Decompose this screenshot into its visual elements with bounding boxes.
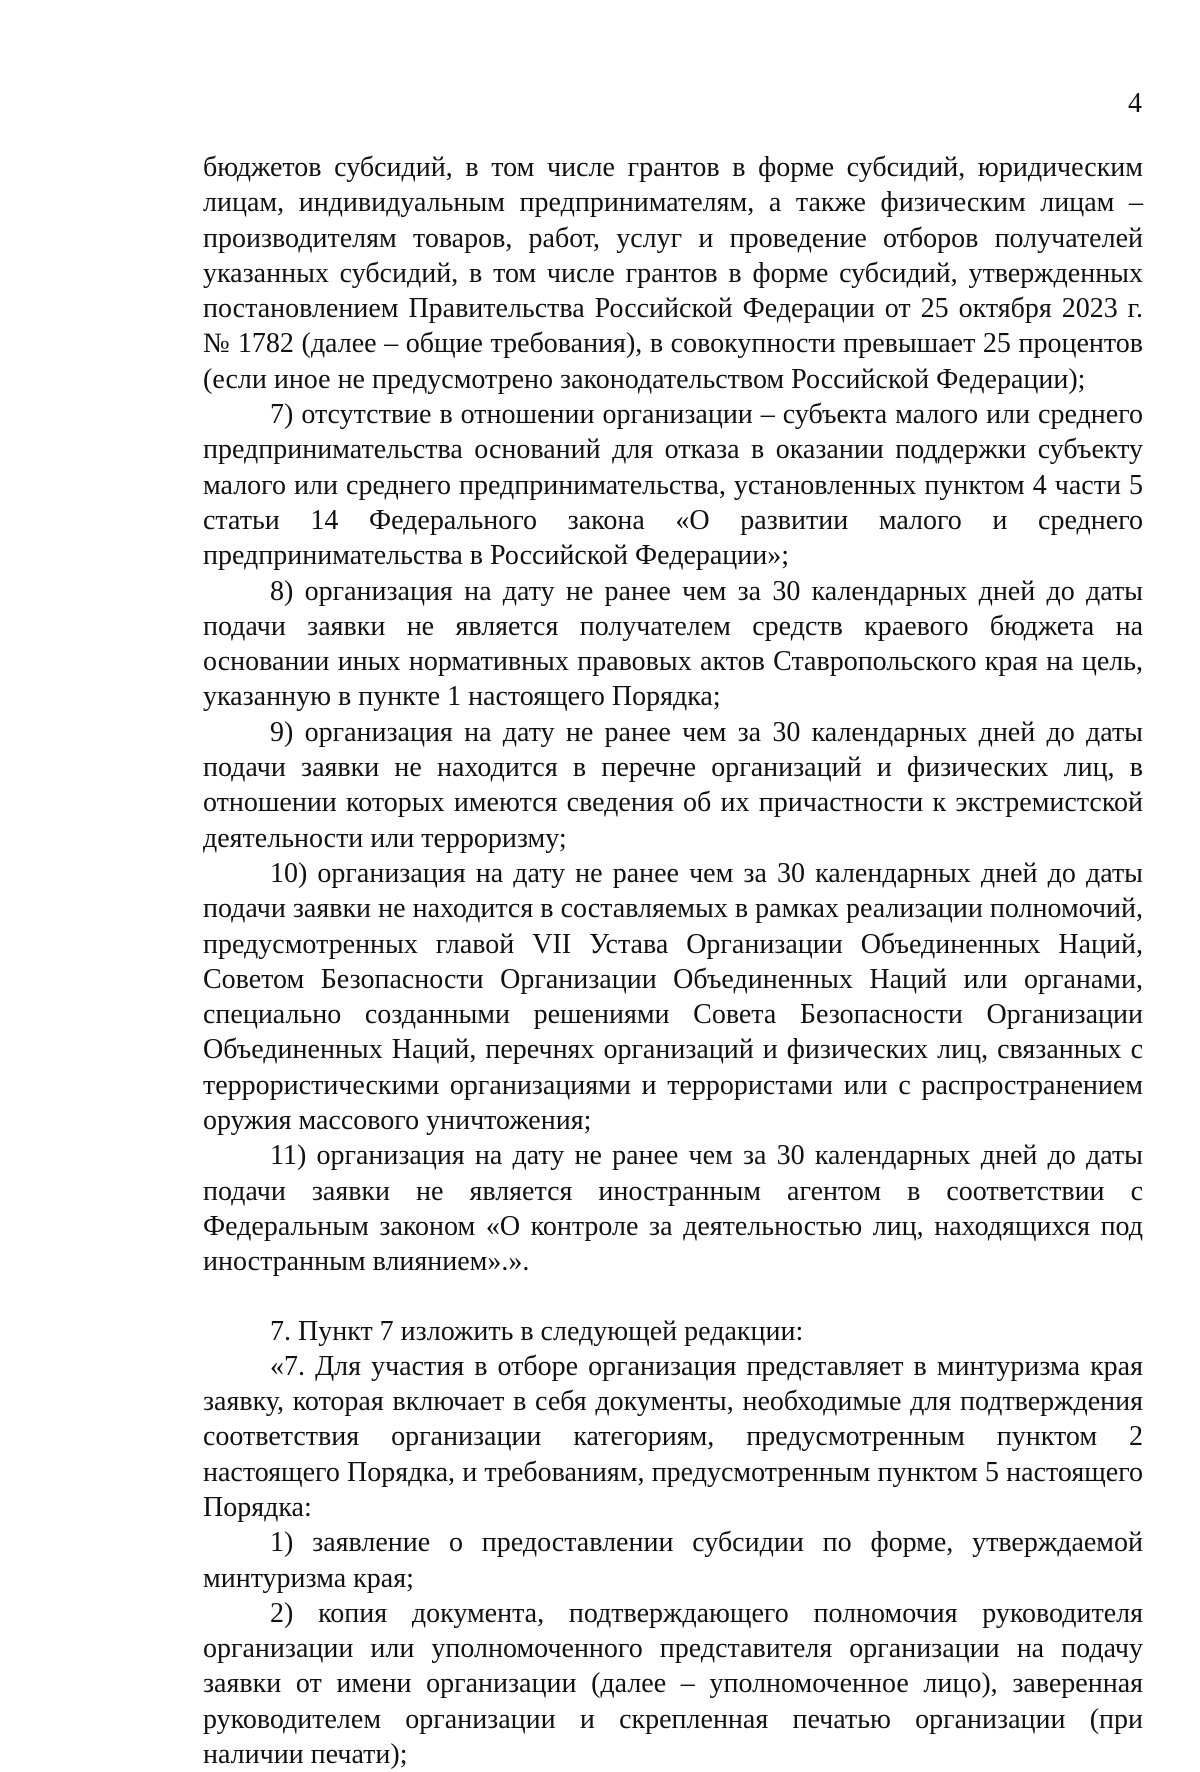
paragraph-continuation: бюджетов субсидий, в том числе грантов в форме субсидий, юридическим лицам, индивидуальным предпринимателям, а также физическим лицам – производителям товаров, работ, услуг и проведение отборов получателей указанных субсидий, в том числе грантов в форме субсидий, утвержденных постановлением Правительства Российской Федерации от 25 октября 2023 г. № 1782 (далее – общие требования), в совокупности превышает 25 процентов (если иное не предусмотрено законодательством Российской Федерации);	[203, 152, 1143, 395]
paragraph-point-7-text: «7. Для участия в отборе организация представляет в минтуризма края заявку, которая включает в себя документы, необходимые для подтверждения соответствия организации категориям, предусмотренным пунктом 2 настоящего Порядка, и требованиям, предусмотренным пунктом 5 настоящего Порядка:	[203, 1350, 1143, 1523]
paragraph-amendment-7: 7. Пункт 7 изложить в следующей редакции:	[270, 1315, 804, 1347]
paragraph-item-10: 10) организация на дату не ранее чем за 30 календарных дней до даты подачи заявки не находится в составляемых в рамках реализации полномочий, предусмотренных главой VII Устава Организации Объединенных Наций, Советом Безопасности Организации Объединенных Наций или органами, специально созданными решениями Совета Безопасности Организации Объединенных Наций, перечнях организаций и физических лиц, связанных с террористическими организациями и террористами или с распространением оружия массового уничтожения;	[203, 857, 1143, 1137]
paragraph-item-9: 9) организация на дату не ранее чем за 30 календарных дней до даты подачи заявки не находится в перечне организаций и физических лиц, в отношении которых имеются сведения об их причастности к экстремистской деятельности или терроризму;	[203, 716, 1143, 854]
paragraph-item-7: 7) отсутствие в отношении организации – субъекта малого или среднего предпринимательства оснований для отказа в оказании поддержки субъекту малого или среднего предпринимательства, установленных пунктом 4 части 5 статьи 14 Федерального закона «О развитии малого и среднего предпринимательства в Российской Федерации»;	[203, 399, 1143, 572]
document-body	[203, 150, 1143, 1772]
paragraph-item-11: 11) организация на дату не ранее чем за 30 календарных дней до даты подачи заявки не является иностранным агентом в соответствии с Федеральным законом «О контроле за деятельностью лиц, находящихся под иностранным влиянием».».	[203, 1140, 1143, 1278]
paragraph-item-8: 8) организация на дату не ранее чем за 30 календарных дней до даты подачи заявки не является получателем средств краевого бюджета на основании иных нормативных правовых актов Ставропольского края на цель, указанную в пункте 1 настоящего Порядка;	[203, 575, 1143, 713]
paragraph-subitem-2: 2) копия документа, подтверждающего полномочия руководителя организации или уполномоченного представителя организации на подачу заявки от имени организации (далее – уполномоченное лицо), заверенная руководителем организации и скрепленная печатью организации (при наличии печати);	[203, 1597, 1143, 1771]
paragraph-subitem-1: 1) заявление о предоставлении субсидии по форме, утверждаемой минтуризма края;	[203, 1527, 1143, 1594]
page-number: 4	[1128, 88, 1142, 119]
